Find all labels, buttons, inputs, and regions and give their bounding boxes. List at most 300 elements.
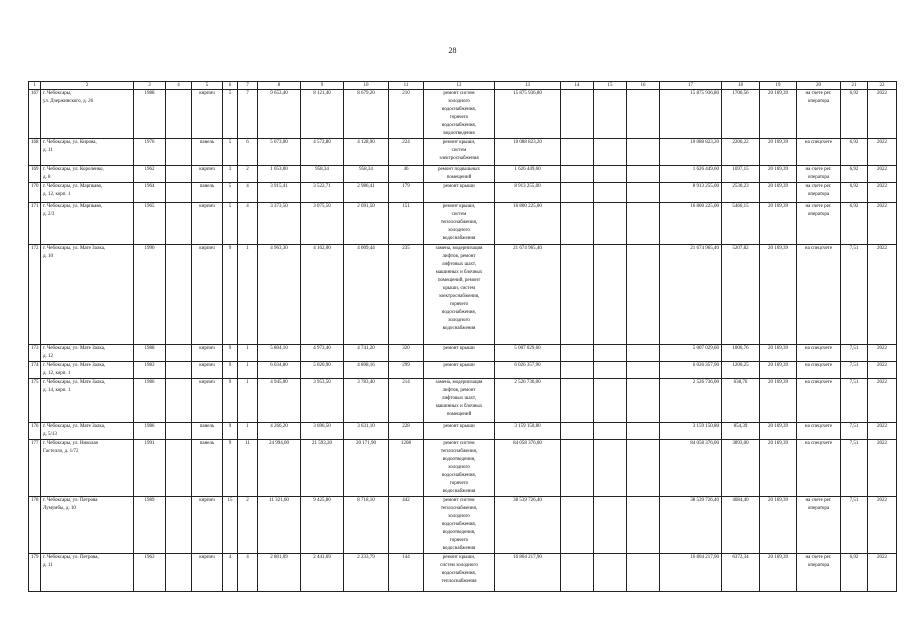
row-year: 1988	[134, 345, 166, 362]
row-wall-material: кирпич	[192, 345, 223, 362]
row-limit-cost: 20 169,39	[760, 183, 797, 203]
row-period: 2022	[868, 166, 897, 183]
col-header: 4	[166, 82, 192, 90]
row-col15	[594, 166, 627, 183]
row-col16	[627, 497, 660, 554]
row-col4	[166, 379, 192, 423]
row-residents: 179	[389, 183, 424, 203]
row-cost-total: 16 800 225,00	[660, 203, 722, 245]
row-cost-total: 5 007 029,60	[660, 345, 722, 362]
row-area-total: 1 053,00	[258, 166, 301, 183]
row-cost: 6 026 357,90	[495, 362, 561, 379]
row-entrances: 7	[238, 90, 258, 139]
row-col16	[627, 554, 660, 592]
row-unit-cost: 1006,76	[722, 345, 760, 362]
row-area-owned: 4 009,44	[344, 245, 389, 345]
row-wall-material: кирпич	[192, 245, 223, 345]
row-area-total: 2 801,09	[258, 554, 301, 592]
row-period: 2022	[868, 139, 897, 166]
row-cost: 10 088 823,20	[495, 139, 561, 166]
col-header: 5	[192, 82, 223, 90]
col-header: 21	[841, 82, 868, 90]
row-limit-cost: 20 169,39	[760, 362, 797, 379]
row-unit-cost: 2206,22	[722, 139, 760, 166]
row-period: 2022	[868, 362, 897, 379]
row-cost-total: 10 088 823,20	[660, 139, 722, 166]
row-col4	[166, 203, 192, 245]
row-col4	[166, 362, 192, 379]
row-unit-cost: 2530,23	[722, 183, 760, 203]
row-period: 2022	[868, 203, 897, 245]
table-row	[29, 554, 897, 592]
row-floors: 5	[223, 139, 238, 166]
row-unit-cost: 854,39	[722, 423, 760, 440]
col-header: 14	[561, 82, 594, 90]
row-col16	[627, 379, 660, 423]
row-number: 169	[29, 166, 41, 183]
row-col4	[166, 440, 192, 497]
row-work-type: ремонт систем холодного водоснабжения, горячего водоснабжения, водоотведения	[424, 90, 495, 139]
row-floors: 9	[223, 245, 238, 345]
row-fund-method: на счете рег. оператора	[797, 90, 841, 139]
table-row	[29, 379, 897, 423]
header-row	[29, 82, 897, 90]
row-area-total: 9 653,40	[258, 90, 301, 139]
row-col15	[594, 139, 627, 166]
row-work-type: ремонт крыши	[424, 362, 495, 379]
row-fund-method: на спецсчете	[797, 440, 841, 497]
row-year: 1965	[134, 203, 166, 245]
row-limit-cost: 20 169,39	[760, 423, 797, 440]
row-cost-total: 8 913 255,00	[660, 183, 722, 203]
row-number: 176	[29, 423, 41, 440]
row-wall-material: кирпич	[192, 362, 223, 379]
row-cost: 2 526 736,00	[495, 379, 561, 423]
row-entrances: 4	[238, 203, 258, 245]
row-area-living: 4 162,00	[301, 245, 344, 345]
row-area-living: 21 593,20	[301, 440, 344, 497]
row-work-type: ремонт подвальных помещений	[424, 166, 495, 183]
row-limit-cost: 20 169,39	[760, 345, 797, 362]
row-period: 2022	[868, 90, 897, 139]
row-cost: 16 804 217,90	[495, 554, 561, 592]
col-header: 20	[797, 82, 841, 90]
row-fund-method: на счете рег. оператора	[797, 203, 841, 245]
row-limit-cost: 20 169,39	[760, 440, 797, 497]
col-header: 1	[29, 82, 41, 90]
table-row	[29, 90, 897, 139]
row-entrances: 4	[238, 183, 258, 203]
row-residents: 214	[389, 379, 424, 423]
row-entrances: 6	[238, 139, 258, 166]
row-limit-cost: 20 169,39	[760, 90, 797, 139]
table-row	[29, 183, 897, 203]
row-unit-cost: 1697,15	[722, 166, 760, 183]
row-fund-method: на счете рег. оператора	[797, 554, 841, 592]
row-year: 1990	[134, 245, 166, 345]
row-limit-cost: 20 169,39	[760, 139, 797, 166]
capital-repair-table	[28, 81, 897, 592]
row-area-living: 3 953,50	[301, 379, 344, 423]
col-header: 9	[301, 82, 344, 90]
row-limit-cost: 20 169,39	[760, 245, 797, 345]
row-col14	[561, 139, 594, 166]
row-col14	[561, 379, 594, 423]
row-area-total: 24 994,00	[258, 440, 301, 497]
row-area-owned: 2 233,79	[344, 554, 389, 592]
row-col14	[561, 166, 594, 183]
row-residents: 442	[389, 497, 424, 554]
row-work-type: ремонт систем теплоснабжения, водоотведения, холодного водоснабжения, горячего водоснабжения	[424, 440, 495, 497]
row-area-owned: 4 808,16	[344, 362, 389, 379]
row-unit-cost: 6372,34	[722, 554, 760, 592]
row-col15	[594, 497, 627, 554]
row-limit-cost: 20 169,39	[760, 554, 797, 592]
row-year: 1964	[134, 183, 166, 203]
row-work-type: ремонт крыши, систем электроснабжения	[424, 139, 495, 166]
row-col15	[594, 440, 627, 497]
row-number: 168	[29, 139, 41, 166]
row-number: 172	[29, 245, 41, 345]
row-wall-material: панель	[192, 183, 223, 203]
row-cost-total: 84 058 376,00	[660, 440, 722, 497]
col-header: 6	[223, 82, 238, 90]
row-area-total: 6 034,80	[258, 362, 301, 379]
row-rate: 6,92	[841, 554, 868, 592]
row-col16	[627, 440, 660, 497]
row-address: г. Чебоксары, ул. Мате Залка, д. 14, корп. 1	[41, 379, 134, 423]
table-row	[29, 139, 897, 166]
row-cost-total: 1 626 449,60	[660, 166, 722, 183]
row-rate: 7,51	[841, 440, 868, 497]
row-entrances: 2	[238, 497, 258, 554]
col-header: 10	[344, 82, 389, 90]
row-area-living: 3 522,71	[301, 183, 344, 203]
row-rate: 7,51	[841, 379, 868, 423]
row-address: г. Чебоксары, ул. Петрова, д. 11	[41, 554, 134, 592]
row-cost: 15 875 936,80	[495, 90, 561, 139]
row-year: 1989	[134, 497, 166, 554]
row-period: 2022	[868, 183, 897, 203]
row-year: 1963	[134, 554, 166, 592]
row-rate: 7,51	[841, 423, 868, 440]
row-area-owned: 3 631,10	[344, 423, 389, 440]
row-fund-method: на спецсчете	[797, 345, 841, 362]
row-fund-method: на счете рег. оператора	[797, 183, 841, 203]
row-work-type: ремонт крыши	[424, 423, 495, 440]
row-number: 173	[29, 345, 41, 362]
row-cost-total: 6 026 357,90	[660, 362, 722, 379]
row-col14	[561, 90, 594, 139]
row-residents: 320	[389, 345, 424, 362]
row-col14	[561, 554, 594, 592]
row-address: г. Чебоксары, ул. Марпкаво, д. 2/3	[41, 203, 134, 245]
col-header: 13	[495, 82, 561, 90]
row-period: 2022	[868, 379, 897, 423]
row-address: г. Чебоксары, ул. Марпкаво, д. 12, корп. 1	[41, 183, 134, 203]
row-rate: 7,51	[841, 345, 868, 362]
row-year: 1986	[134, 379, 166, 423]
row-floors: 9	[223, 440, 238, 497]
row-area-owned: 2 691,50	[344, 203, 389, 245]
row-area-living: 5 020,90	[301, 362, 344, 379]
table-row	[29, 166, 897, 183]
row-period: 2022	[868, 245, 897, 345]
row-floors: 5	[223, 183, 238, 203]
row-area-living: 958,34	[301, 166, 344, 183]
row-entrances: 11	[238, 440, 258, 497]
row-entrances: 1	[238, 379, 258, 423]
row-number: 171	[29, 203, 41, 245]
row-limit-cost: 20 169,39	[760, 203, 797, 245]
col-header: 19	[760, 82, 797, 90]
row-area-total: 3 373,50	[258, 203, 301, 245]
row-floors: 5	[223, 203, 238, 245]
row-period: 2022	[868, 440, 897, 497]
col-header: 3	[134, 82, 166, 90]
row-year: 1986	[134, 423, 166, 440]
row-number: 177	[29, 440, 41, 497]
row-residents: 151	[389, 203, 424, 245]
row-address: г. Чебоксары, ул. Дзержинского, д. 26	[41, 90, 134, 139]
row-wall-material: кирпич	[192, 166, 223, 183]
row-col4	[166, 183, 192, 203]
row-year: 1983	[134, 362, 166, 379]
row-entrances: 1	[238, 245, 258, 345]
row-cost-total: 16 804 217,90	[660, 554, 722, 592]
row-area-total: 4 963,30	[258, 245, 301, 345]
row-col14	[561, 497, 594, 554]
row-col15	[594, 345, 627, 362]
row-area-owned: 2 986,41	[344, 183, 389, 203]
row-col15	[594, 203, 627, 245]
row-col4	[166, 345, 192, 362]
table-row	[29, 440, 897, 497]
row-entrances: 4	[238, 554, 258, 592]
row-year: 1988	[134, 90, 166, 139]
row-period: 2022	[868, 497, 897, 554]
col-header: 15	[594, 82, 627, 90]
row-number: 178	[29, 497, 41, 554]
row-address: г. Чебоксары, ул. Мате Залка, д. 12	[41, 345, 134, 362]
row-wall-material: кирпич	[192, 203, 223, 245]
row-address: г. Чебоксары, ул. Петрова Лумумбы, д. 10	[41, 497, 134, 554]
row-cost: 1 626 449,60	[495, 166, 561, 183]
row-residents: 1208	[389, 440, 424, 497]
col-header: 16	[627, 82, 660, 90]
row-residents: 46	[389, 166, 424, 183]
row-area-living: 8 121,40	[301, 90, 344, 139]
row-residents: 144	[389, 554, 424, 592]
row-cost-total: 15 875 936,80	[660, 90, 722, 139]
row-unit-cost: 1706,56	[722, 90, 760, 139]
row-area-living: 9 425,80	[301, 497, 344, 554]
row-area-owned: 3 783,40	[344, 379, 389, 423]
row-unit-cost: 3893,00	[722, 440, 760, 497]
row-work-type: ремонт крыши	[424, 345, 495, 362]
row-floors: 9	[223, 345, 238, 362]
row-fund-method: на спецсчете	[797, 362, 841, 379]
row-cost: 5 007 029,60	[495, 345, 561, 362]
row-area-living: 3 696,50	[301, 423, 344, 440]
row-work-type: ремонт крыши, систем холодного водоснабжения, теплоснабжения	[424, 554, 495, 592]
row-area-owned: 958,34	[344, 166, 389, 183]
row-rate: 7,51	[841, 362, 868, 379]
row-area-living: 4 572,80	[301, 139, 344, 166]
row-col16	[627, 183, 660, 203]
row-floors: 15	[223, 497, 238, 554]
row-area-total: 4 266,20	[258, 423, 301, 440]
page-number: 28	[448, 46, 457, 55]
row-cost: 16 800 225,00	[495, 203, 561, 245]
row-cost-total: 38 539 726,40	[660, 497, 722, 554]
row-period: 2022	[868, 423, 897, 440]
row-col15	[594, 362, 627, 379]
row-work-type: замена, модернизация лифтов, ремонт лифтовых шахт, машинных и блочных помещений	[424, 379, 495, 423]
row-limit-cost: 20 169,39	[760, 379, 797, 423]
row-col4	[166, 423, 192, 440]
row-entrances: 1	[238, 345, 258, 362]
row-area-total: 5 073,00	[258, 139, 301, 166]
row-unit-cost: 1200,25	[722, 362, 760, 379]
row-address: г. Чебоксары, ул. Николая Гастелло, д. 1/72	[41, 440, 134, 497]
row-col4	[166, 139, 192, 166]
row-area-living: 3 075,50	[301, 203, 344, 245]
row-col14	[561, 440, 594, 497]
table-row	[29, 203, 897, 245]
row-number: 179	[29, 554, 41, 592]
row-col16	[627, 362, 660, 379]
row-col14	[561, 423, 594, 440]
row-work-type: ремонт крыши	[424, 183, 495, 203]
row-limit-cost: 20 169,39	[760, 166, 797, 183]
row-col15	[594, 423, 627, 440]
row-unit-cost: 5466,15	[722, 203, 760, 245]
row-fund-method: на счете рег. оператора	[797, 166, 841, 183]
row-area-total: 3 915,41	[258, 183, 301, 203]
row-year: 1991	[134, 440, 166, 497]
row-col15	[594, 245, 627, 345]
table-row	[29, 245, 897, 345]
row-work-type: замена, модернизация лифтов, ремонт лифтовых шахт, машинных и блочных помещений, ремонт крыши, систем электроснабжения, горячего водоснабжения, холодного водоснабжения	[424, 245, 495, 345]
row-cost: 3 159 150,80	[495, 423, 561, 440]
row-col14	[561, 345, 594, 362]
row-cost-total: 3 159 150,80	[660, 423, 722, 440]
row-limit-cost: 20 169,39	[760, 497, 797, 554]
row-cost-total: 21 674 965,40	[660, 245, 722, 345]
col-header: 8	[258, 82, 301, 90]
row-number: 167	[29, 90, 41, 139]
row-address: г. Чебоксары, ул. Мате Залка, д. 12, корп. 1	[41, 362, 134, 379]
row-fund-method: на спецсчете	[797, 423, 841, 440]
row-col16	[627, 423, 660, 440]
row-cost-total: 2 526 736,00	[660, 379, 722, 423]
row-address: г. Чебоксары, ул. Кирова, д. 11	[41, 139, 134, 166]
row-unit-cost: 5207,82	[722, 245, 760, 345]
row-fund-method: на спецсчете	[797, 245, 841, 345]
row-number: 170	[29, 183, 41, 203]
row-floors: 9	[223, 362, 238, 379]
row-entrances: 1	[238, 423, 258, 440]
row-year: 1962	[134, 166, 166, 183]
row-rate: 6,92	[841, 166, 868, 183]
row-unit-cost: 4084,40	[722, 497, 760, 554]
row-col15	[594, 90, 627, 139]
row-wall-material: панель	[192, 423, 223, 440]
col-header: 11	[389, 82, 424, 90]
row-address: г. Чебоксары, ул. Короленко, д. 8	[41, 166, 134, 183]
row-rate: 6,92	[841, 90, 868, 139]
table-row	[29, 345, 897, 362]
row-col4	[166, 166, 192, 183]
row-area-owned: 8 718,10	[344, 497, 389, 554]
row-col16	[627, 203, 660, 245]
table-row	[29, 497, 897, 554]
row-address: г. Чебоксары, ул. Мате Залка, д. 5/13	[41, 423, 134, 440]
row-number: 174	[29, 362, 41, 379]
row-fund-method: на спецсчете	[797, 139, 841, 166]
row-entrances: 2	[238, 166, 258, 183]
col-header: 17	[660, 82, 722, 90]
row-floors: 5	[223, 90, 238, 139]
row-residents: 235	[389, 245, 424, 345]
row-col15	[594, 554, 627, 592]
row-area-owned: 8 679,20	[344, 90, 389, 139]
row-floors: 9	[223, 423, 238, 440]
row-wall-material: кирпич	[192, 497, 223, 554]
row-col14	[561, 362, 594, 379]
row-wall-material: панель	[192, 139, 223, 166]
row-floors: 4	[223, 554, 238, 592]
row-unit-cost: 638,76	[722, 379, 760, 423]
row-fund-method: на спецсчете	[797, 379, 841, 423]
row-rate: 7,51	[841, 245, 868, 345]
row-rate: 6,92	[841, 139, 868, 166]
col-header: 22	[868, 82, 897, 90]
row-col16	[627, 345, 660, 362]
row-residents: 210	[389, 90, 424, 139]
row-floors: 9	[223, 379, 238, 423]
row-period: 2022	[868, 345, 897, 362]
row-col15	[594, 183, 627, 203]
row-year: 1976	[134, 139, 166, 166]
row-rate: 7,51	[841, 497, 868, 554]
row-col4	[166, 90, 192, 139]
row-col16	[627, 245, 660, 345]
row-rate: 6,92	[841, 203, 868, 245]
row-entrances: 1	[238, 362, 258, 379]
row-rate: 6,92	[841, 183, 868, 203]
row-col14	[561, 203, 594, 245]
row-cost: 84 058 376,00	[495, 440, 561, 497]
row-area-owned: 4 741,20	[344, 345, 389, 362]
row-address: г. Чебоксары, ул. Мате Залка, д. 10	[41, 245, 134, 345]
row-number: 175	[29, 379, 41, 423]
row-cost: 21 674 965,40	[495, 245, 561, 345]
row-col4	[166, 497, 192, 554]
row-col4	[166, 554, 192, 592]
row-wall-material: кирпич	[192, 554, 223, 592]
row-cost: 8 913 255,00	[495, 183, 561, 203]
table-row	[29, 423, 897, 440]
row-col16	[627, 139, 660, 166]
row-col15	[594, 379, 627, 423]
row-area-total: 5 804,10	[258, 345, 301, 362]
row-period: 2022	[868, 554, 897, 592]
row-area-total: 4 945,00	[258, 379, 301, 423]
row-area-owned: 20 171,90	[344, 440, 389, 497]
row-fund-method: на счете рег. оператора	[797, 497, 841, 554]
